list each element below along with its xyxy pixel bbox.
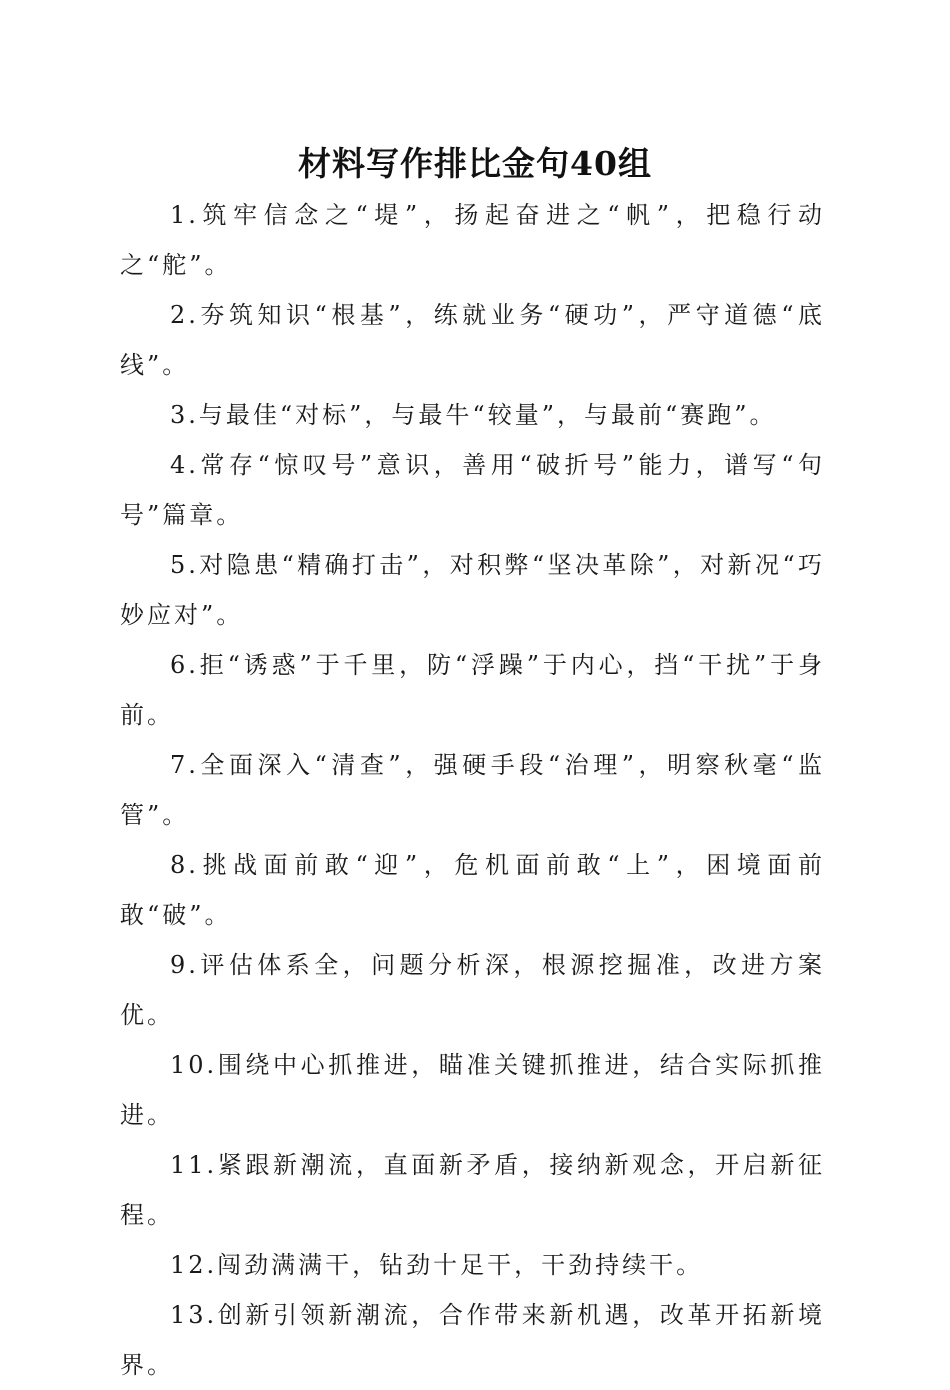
paragraph: 12.闯劲满满干，钻劲十足干，干劲持续干。 xyxy=(170,1251,704,1279)
paragraph: 5.对隐患“精确打击”，对积弊“坚决革除”，对新况“巧妙应对”。 xyxy=(120,551,825,629)
paragraph: 10.围绕中心抓推进，瞄准关键抓推进，结合实际抓推进。 xyxy=(120,1051,825,1129)
paragraph: 2.夯筑知识“根基”，练就业务“硬功”，严守道德“底线”。 xyxy=(120,301,825,379)
paragraph: 8.挑战面前敢“迎”，危机面前敢“上”，困境面前敢“破”。 xyxy=(120,851,825,929)
paragraph: 4.常存“惊叹号”意识，善用“破折号”能力，谱写“句号”篇章。 xyxy=(120,451,825,529)
paragraph: 1.筑牢信念之“堤”，扬起奋进之“帆”，把稳行动之“舵”。 xyxy=(120,201,825,279)
paragraph: 9.评估体系全，问题分析深，根源挖掘准，改进方案优。 xyxy=(120,951,825,1029)
paragraph: 7.全面深入“清查”，强硬手段“治理”，明察秋毫“监管”。 xyxy=(120,751,825,829)
document-title: 材料写作排比金句40组 xyxy=(298,144,652,183)
paragraph: 11.紧跟新潮流，直面新矛盾，接纳新观念，开启新征程。 xyxy=(120,1151,825,1229)
paragraph: 3.与最佳“对标”，与最牛“较量”，与最前“赛跑”。 xyxy=(170,401,777,429)
document-body xyxy=(120,190,825,1390)
paragraph: 13.创新引领新潮流，合作带来新机遇，改革开拓新境界。 xyxy=(120,1301,825,1379)
paragraph: 6.拒“诱惑”于千里，防“浮躁”于内心，挡“干扰”于身前。 xyxy=(120,651,825,729)
